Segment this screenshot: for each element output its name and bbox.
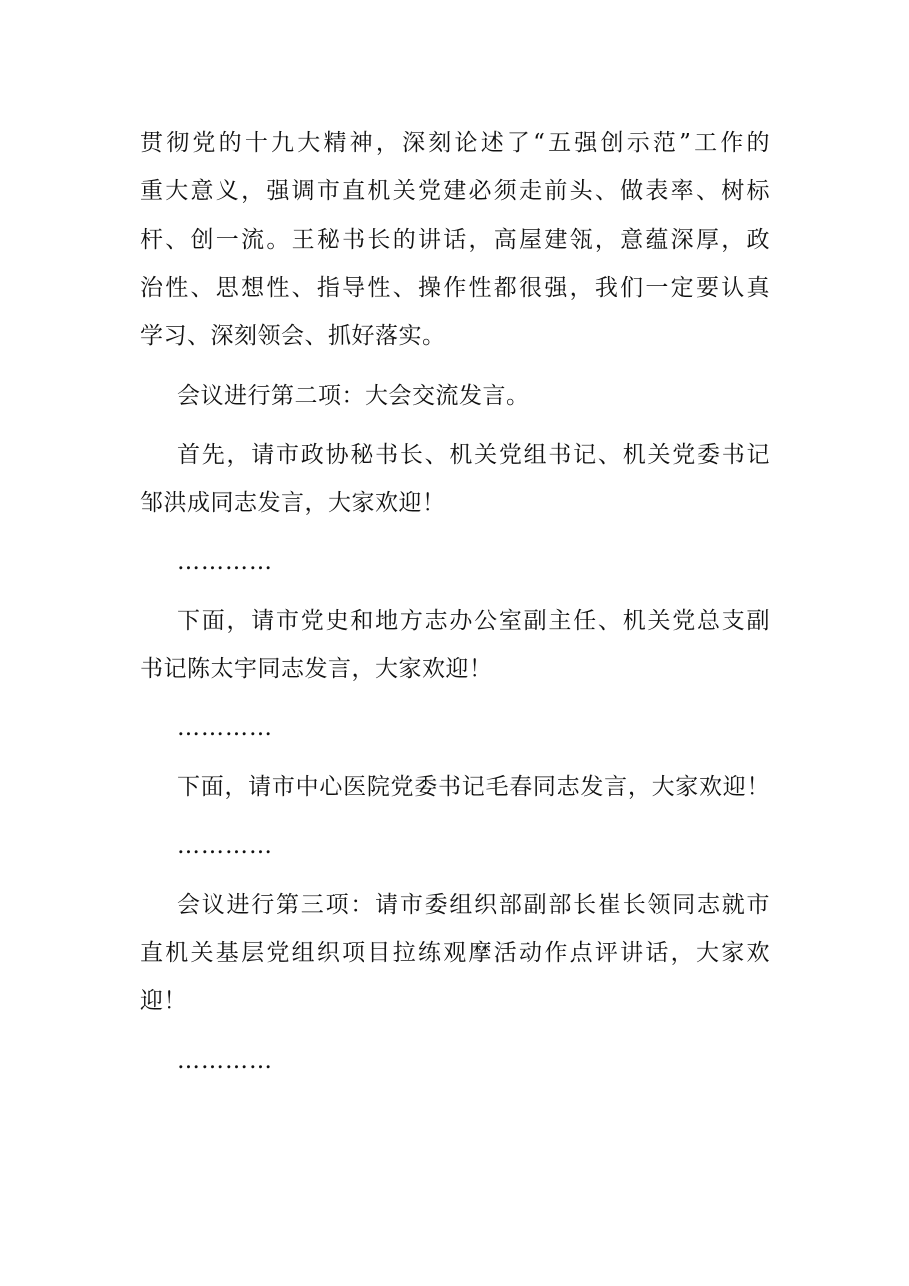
paragraph-line: 杆、创一流。王秘书长的讲话，高屋建瓴，意蕴深厚，政	[140, 227, 770, 253]
paragraph-line: 治性、思想性、指导性、操作性都很强，我们一定要认真	[140, 275, 770, 301]
paragraph-line: 书记陈太宇同志发言，大家欢迎！	[140, 656, 493, 682]
ellipsis-line: …………	[177, 1048, 273, 1074]
paragraph-line: 下面，请市中心医院党委书记毛春同志发言，大家欢迎！	[177, 774, 770, 800]
ellipsis-line: …………	[177, 549, 273, 575]
paragraph-line: 贯彻党的十九大精神，深刻论述了“五强创示范”工作的	[140, 130, 770, 156]
ellipsis-line: …………	[177, 715, 273, 741]
paragraph-line: 迎！	[140, 988, 187, 1014]
paragraph-line: 学习、深刻领会、抓好落实。	[140, 323, 446, 349]
paragraph-line: 下面，请市党史和地方志办公室副主任、机关党总支副	[177, 608, 770, 634]
paragraph-line: 邹洪成同志发言，大家欢迎！	[140, 490, 446, 516]
paragraph-line: 直机关基层党组织项目拉练观摩活动作点评讲话，大家欢	[140, 940, 770, 966]
paragraph-line: 重大意义，强调市直机关党建必须走前头、做表率、树标	[140, 178, 770, 204]
paragraph-line: 首先，请市政协秘书长、机关党组书记、机关党委书记	[177, 442, 770, 468]
ellipsis-line: …………	[177, 833, 273, 859]
paragraph-line: 会议进行第二项：大会交流发言。	[177, 383, 530, 409]
paragraph-line: 会议进行第三项：请市委组织部副部长崔长领同志就市	[177, 892, 770, 918]
